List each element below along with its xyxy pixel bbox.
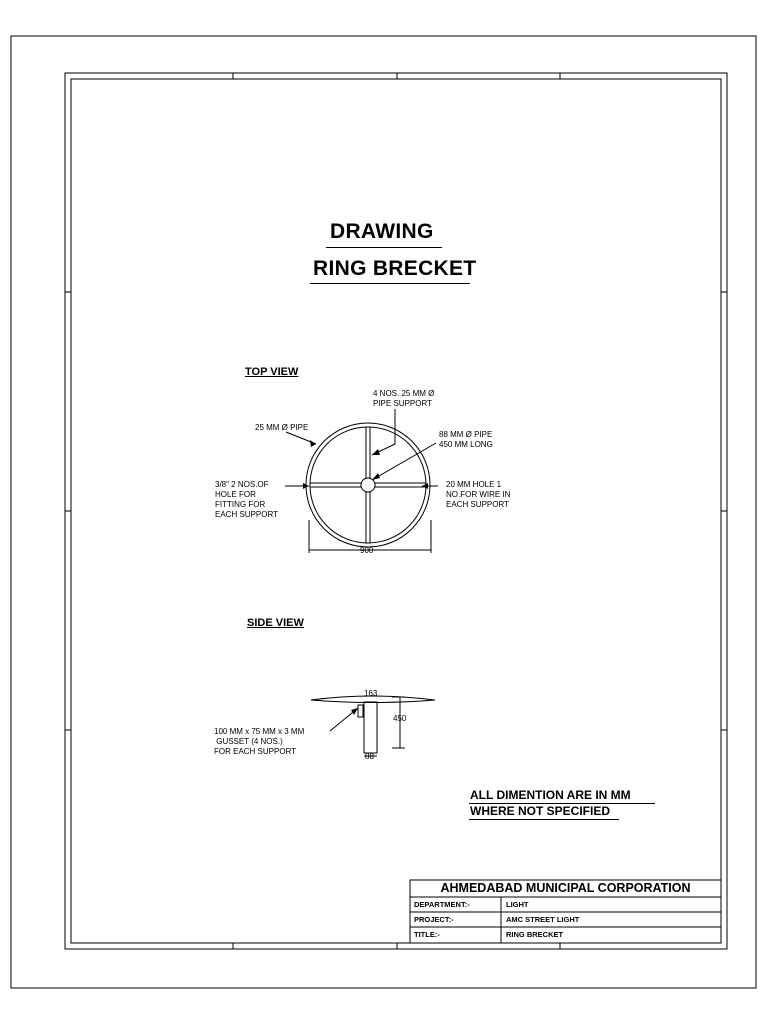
side-view-heading: SIDE VIEW — [247, 617, 304, 629]
label-wire-hole: 20 MM HOLE 1 NO.FOR WIRE IN EACH SUPPORT — [446, 480, 511, 509]
outer-border — [11, 36, 756, 988]
frame-border-outer — [65, 73, 727, 949]
drawing-subtitle-underline — [310, 283, 470, 284]
gusset-plate — [358, 705, 363, 717]
title-block-title-key: TITLE:- — [414, 930, 440, 939]
support-pipe-top — [366, 427, 370, 478]
leader-center-pipe — [372, 443, 436, 480]
center-pipe — [361, 478, 375, 492]
ring-pipe-outer — [306, 423, 430, 547]
label-dim-163: 163 — [364, 689, 378, 698]
title-block-department-value: LIGHT — [506, 900, 529, 909]
center-pipe-elevation — [364, 702, 377, 753]
title-block-project-value: AMC STREET LIGHT — [506, 915, 580, 924]
label-dim-450: 450 — [393, 714, 407, 723]
support-pipe-bottom — [366, 492, 370, 543]
title-block-department-key: DEPARTMENT:- — [414, 900, 470, 909]
ring-pipe-inner — [310, 427, 426, 543]
drawing-title-underline — [326, 247, 442, 248]
side-view-drawing — [311, 696, 435, 756]
label-dim-88: 88 — [365, 752, 374, 761]
label-pipe-support: 4 NOS. 25 MM Ø PIPE SUPPORT — [373, 389, 435, 408]
label-diameter: 900 — [360, 546, 374, 555]
drawing-title: DRAWING — [330, 220, 434, 243]
drawing-subtitle: RING BRECKET — [313, 257, 477, 280]
note-underline-2 — [469, 819, 619, 820]
title-block-organization: AHMEDABAD MUNICIPAL CORPORATION — [440, 881, 691, 895]
label-center-pipe: 88 MM Ø PIPE 450 MM LONG — [439, 430, 493, 449]
note-line-2: WHERE NOT SPECIFIED — [470, 804, 611, 818]
frame-border-inner — [71, 79, 721, 943]
label-ring-pipe: 25 MM Ø PIPE — [255, 423, 309, 432]
top-view-heading: TOP VIEW — [245, 366, 299, 378]
note-line-1: ALL DIMENTION ARE IN MM — [470, 788, 631, 802]
support-pipe-right — [375, 483, 426, 487]
title-block-title-value: RING BRECKET — [506, 930, 564, 939]
support-pipe-left — [310, 483, 361, 487]
label-fitting-hole: 3/8" 2 NOS.OF HOLE FOR FITTING FOR EACH SUPPORT — [215, 480, 278, 519]
label-gusset: 100 MM x 75 MM x 3 MM GUSSET (4 NOS.) FOR EACH SUPPORT — [214, 727, 305, 756]
zone-ticks — [65, 73, 727, 949]
title-block-project-key: PROJECT:- — [414, 915, 454, 924]
